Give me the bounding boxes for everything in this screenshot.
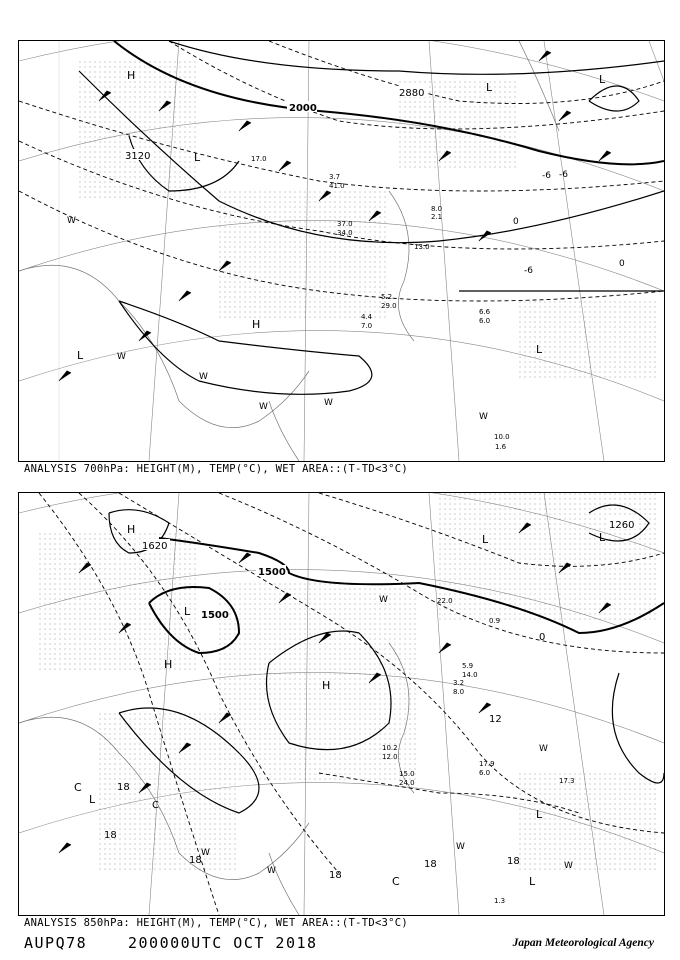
svg-text:2.1: 2.1 — [431, 213, 443, 221]
svg-text:34.0: 34.0 — [337, 229, 353, 237]
svg-text:W: W — [539, 744, 548, 754]
svg-text:1.3: 1.3 — [494, 897, 506, 905]
svg-text:3.7: 3.7 — [329, 173, 341, 181]
svg-text:W: W — [479, 412, 488, 422]
low-center: L — [599, 73, 606, 86]
svg-text:6.6: 6.6 — [479, 308, 491, 316]
svg-text:15.0: 15.0 — [399, 770, 415, 778]
temp-label: -6 — [524, 266, 533, 276]
map-panel-850hpa — [18, 492, 665, 916]
valid-time: 200000UTC OCT 2018 — [128, 934, 318, 952]
contour-label-1500: 1500 — [201, 610, 229, 621]
svg-text:18: 18 — [507, 856, 520, 867]
map-700hpa-chart — [19, 41, 664, 461]
svg-text:22.0: 22.0 — [437, 597, 453, 605]
low-center: L — [77, 349, 84, 362]
svg-text:13.0: 13.0 — [414, 243, 430, 251]
contour-label-1260: 1260 — [609, 520, 635, 531]
product-id: AUPQ78 — [24, 934, 88, 952]
svg-text:0.9: 0.9 — [489, 617, 501, 625]
svg-text:12.0: 12.0 — [382, 753, 398, 761]
temp-label: -6 — [542, 171, 551, 181]
svg-text:W: W — [456, 842, 465, 852]
svg-text:17.3: 17.3 — [559, 777, 575, 785]
high-center: H — [164, 658, 173, 671]
svg-text:29.0: 29.0 — [381, 302, 397, 310]
svg-text:W: W — [324, 398, 333, 408]
low-center: L — [89, 793, 96, 806]
svg-text:18: 18 — [329, 870, 342, 881]
svg-text:17.0: 17.0 — [251, 155, 267, 163]
svg-text:W: W — [564, 861, 573, 871]
contour-label-3120: 3120 — [125, 151, 151, 162]
svg-text:14.0: 14.0 — [462, 671, 478, 679]
svg-text:6.0: 6.0 — [479, 317, 491, 325]
svg-text:4.4: 4.4 — [361, 313, 373, 321]
svg-text:18: 18 — [424, 859, 437, 870]
svg-text:1.6: 1.6 — [495, 443, 507, 451]
low-center: L — [536, 343, 543, 356]
low-center: L — [529, 875, 536, 888]
svg-text:12: 12 — [489, 714, 502, 725]
svg-text:41.0: 41.0 — [329, 182, 345, 190]
caption-700hpa: ANALYSIS 700hPa: HEIGHT(M), TEMP(°C), WET AREA::(T-TD<3°C) — [24, 463, 409, 475]
svg-text:W: W — [117, 352, 126, 362]
svg-text:24.0: 24.0 — [399, 779, 415, 787]
contour-label-1620: 1620 — [142, 541, 168, 552]
svg-text:18: 18 — [189, 855, 202, 866]
temp-label: -6 — [559, 170, 568, 180]
high-center: H — [322, 679, 331, 692]
low-center: L — [599, 531, 606, 544]
low-center: L — [194, 151, 201, 164]
low-center: L — [482, 533, 489, 546]
high-center: H — [127, 69, 136, 82]
cold-center: C — [392, 875, 400, 888]
svg-text:37.0: 37.0 — [337, 220, 353, 228]
svg-text:W: W — [199, 372, 208, 382]
agency-credit: Japan Meteorological Agency — [512, 937, 654, 949]
svg-text:7.0: 7.0 — [361, 322, 373, 330]
svg-text:W: W — [267, 866, 276, 876]
high-center: H — [252, 318, 261, 331]
svg-text:W: W — [67, 216, 76, 226]
svg-text:3.2: 3.2 — [453, 679, 465, 687]
svg-text:W: W — [379, 595, 388, 605]
map-850hpa-chart — [19, 493, 664, 915]
high-center: H — [127, 523, 136, 536]
svg-text:10.0: 10.0 — [494, 433, 510, 441]
wet-area — [39, 493, 659, 873]
svg-text:W: W — [201, 848, 210, 858]
svg-text:8.0: 8.0 — [431, 205, 443, 213]
low-center: L — [486, 81, 493, 94]
contour-label-1500: 1500 — [258, 567, 286, 578]
svg-text:C: C — [152, 800, 159, 811]
svg-text:6.0: 6.0 — [479, 769, 491, 777]
svg-text:10.2: 10.2 — [382, 744, 398, 752]
svg-text:17.9: 17.9 — [479, 760, 495, 768]
low-center: L — [536, 808, 543, 821]
svg-text:0: 0 — [539, 632, 546, 643]
svg-text:18: 18 — [104, 830, 117, 841]
svg-text:5.2: 5.2 — [381, 293, 393, 301]
svg-text:5.9: 5.9 — [462, 662, 474, 670]
svg-text:8.0: 8.0 — [453, 688, 465, 696]
cold-center: C — [74, 781, 82, 794]
temperature-labels — [513, 170, 625, 276]
contour-label-2880: 2880 — [399, 88, 425, 99]
svg-text:18: 18 — [117, 782, 130, 793]
caption-850hpa: ANALYSIS 850hPa: HEIGHT(M), TEMP(°C), WET AREA::(T-TD<3°C) — [24, 917, 409, 929]
temp-label: 0 — [513, 217, 519, 227]
low-center: L — [184, 605, 191, 618]
svg-text:W: W — [259, 402, 268, 412]
temp-label: 0 — [619, 259, 625, 269]
contour-label-2000: 2000 — [289, 103, 317, 114]
map-panel-700hpa — [18, 40, 665, 462]
